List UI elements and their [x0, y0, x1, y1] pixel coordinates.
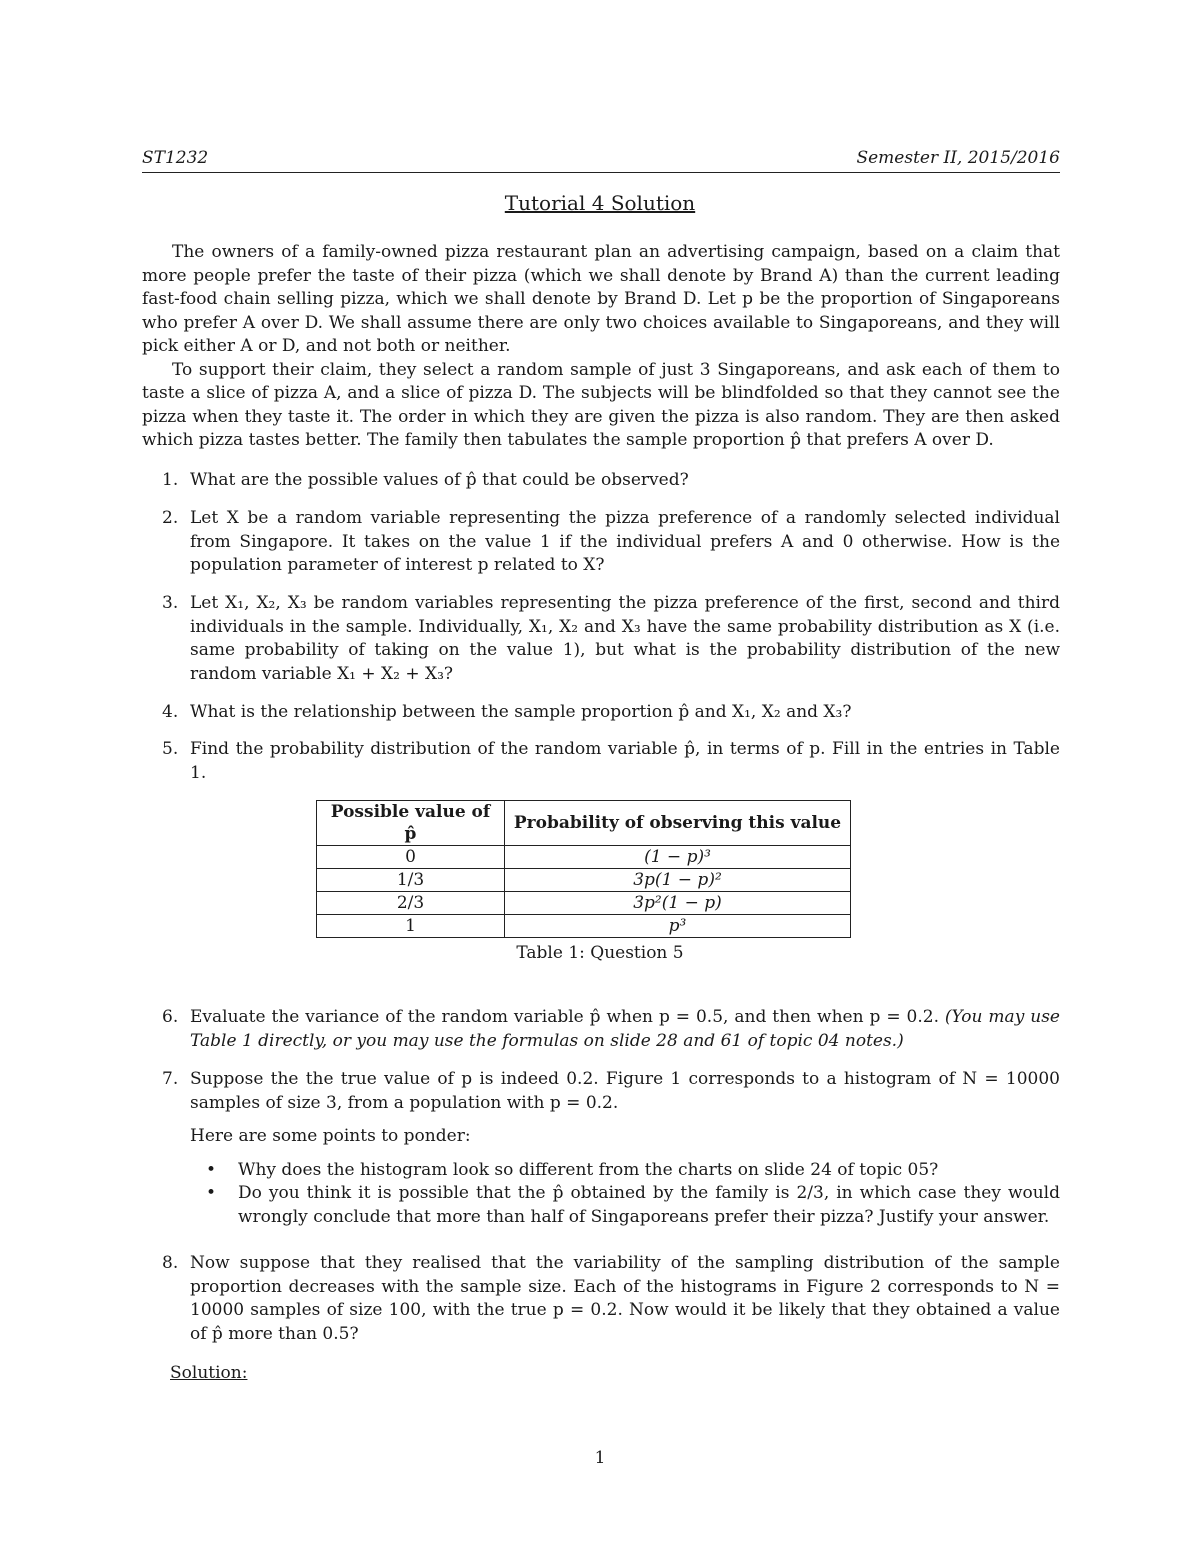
table-cell: 2/3	[317, 892, 505, 915]
question-item: 4. What is the relationship between the sample proportion p̂ and X₁, X₂ and X₃?	[162, 702, 852, 722]
question-item: 8. Now suppose that they realised that the variability of the sampling distribution of the sample proportion decreases with the sample size. Each of the histograms in Figure 2 corresponds to N = 10000 samples of size 100, with the true p = 0.2. Now would it be likely that they obtained a value of p̂ more than 0.5?	[162, 1253, 1060, 1344]
question-list	[142, 469, 1060, 493]
page-number: 1	[594, 1448, 606, 1468]
page-title: Tutorial 4 Solution	[504, 191, 696, 215]
question-note: (You may use Table 1 directly, or you may use the formulas on slide 28 and 61 of topic 04 notes.)	[190, 1007, 1060, 1051]
question-item: 6. Evaluate the variance of the random variable p̂ when p = 0.5, and then when p = 0.2. (You may use Table 1 directly, or you may use the formulas on slide 28 and 61 of topic 04 notes.)	[162, 1007, 1060, 1051]
probability-table	[316, 800, 851, 938]
table-header: Possible value of p̂	[317, 801, 505, 846]
question-item: 2. Let X be a random variable representing the pizza preference of a randomly selected individual from Singapore. It takes on the value 1 if the individual prefers A and 0 otherwise. How is the population parameter of interest p related to X?	[162, 508, 1060, 575]
table-cell: 0	[317, 846, 505, 869]
question-list	[142, 1006, 1060, 1053]
bullet-icon: •	[206, 1159, 217, 1180]
question-list	[142, 701, 1060, 725]
table-header: Probability of observing this value	[505, 801, 851, 846]
question-item: 3. Let X₁, X₂, X₃ be random variables representing the pizza preference of the first, second and third individuals in the sample. Individually, X₁, X₂ and X₃ have the same probability distribution as X (i.e. same probability of taking on the value 1), but what is the probability distribution of the new random variable X₁ + X₂ + X₃?	[162, 593, 1060, 684]
table-row	[317, 915, 851, 938]
table-row	[317, 869, 851, 892]
course-code: ST1232	[142, 148, 209, 168]
table-row	[317, 846, 851, 869]
question-subtext: Here are some points to ponder:	[190, 1126, 471, 1146]
table-header-row	[317, 801, 851, 846]
intro-paragraph: To support their claim, they select a random sample of just 3 Singaporeans, and ask each of them to taste a slice of pizza A, and a slice of pizza D. The subjects will be blindfolded so that they cannot see the pizza when they taste it. The order in which they are given the pizza is also random. They are then asked which pizza tastes better. The family then tabulates the sample proportion p̂ that prefers A over D.	[142, 359, 1060, 450]
question-list	[142, 1252, 1060, 1346]
table-caption: Table 1: Question 5	[516, 943, 684, 963]
table-cell: 1/3	[317, 869, 505, 892]
intro-paragraph: The owners of a family-owned pizza restaurant plan an advertising campaign, based on a claim that more people prefer the taste of their pizza (which we shall denote by Brand A) than the current leading fast-food chain selling pizza, which we shall denote by Brand D. Let p be the proportion of Singaporeans who prefer A over D. We shall assume there are only two choices available to Singaporeans, and they will pick either A or D, and not both or neither.	[142, 242, 1060, 356]
question-list	[142, 738, 1060, 785]
question-item: 7. Suppose the the true value of p is indeed 0.2. Figure 1 corresponds to a histogram of N = 10000 samples of size 3, from a population with p = 0.2. Here are some points to ponder: • Why does the histogram look so different from the charts on slide 24 of topic 05? • Do you think it is possible that the p̂ obtained by the family is 2/3, in which case they would wrongly conclude that more than half of Singaporeans prefer their pizza? Justify your answer.	[142, 1068, 1060, 1229]
ponder-points	[190, 1159, 1060, 1230]
table-row	[317, 892, 851, 915]
table-cell: (1 − p)³	[505, 846, 851, 869]
question-item: 5. Find the probability distribution of the random variable p̂, in terms of p. Fill in the entries in Table 1.	[162, 739, 1060, 783]
bullet-icon: •	[206, 1183, 217, 1203]
question-list	[142, 507, 1060, 578]
question-list	[142, 1068, 1060, 1229]
intro-section	[142, 241, 1060, 453]
table-cell: 3p(1 − p)²	[505, 869, 851, 892]
solution-heading: Solution:	[170, 1363, 248, 1383]
question-item: 1. What are the possible values of p̂ that could be observed?	[162, 470, 689, 490]
table-cell: p³	[505, 915, 851, 938]
list-item: • Why does the histogram look so different from the charts on slide 24 of topic 05?	[190, 1159, 1060, 1183]
list-item: • Do you think it is possible that the p̂ obtained by the family is 2/3, in which case they would wrongly conclude that more than half of Singaporeans prefer their pizza? Justify your answer.	[206, 1183, 1060, 1227]
header-rule	[142, 172, 1060, 173]
table-cell: 3p²(1 − p)	[505, 892, 851, 915]
semester-label: Semester II, 2015/2016	[856, 148, 1060, 168]
question-list	[142, 592, 1060, 686]
table-cell: 1	[317, 915, 505, 938]
page-header	[142, 147, 1060, 171]
